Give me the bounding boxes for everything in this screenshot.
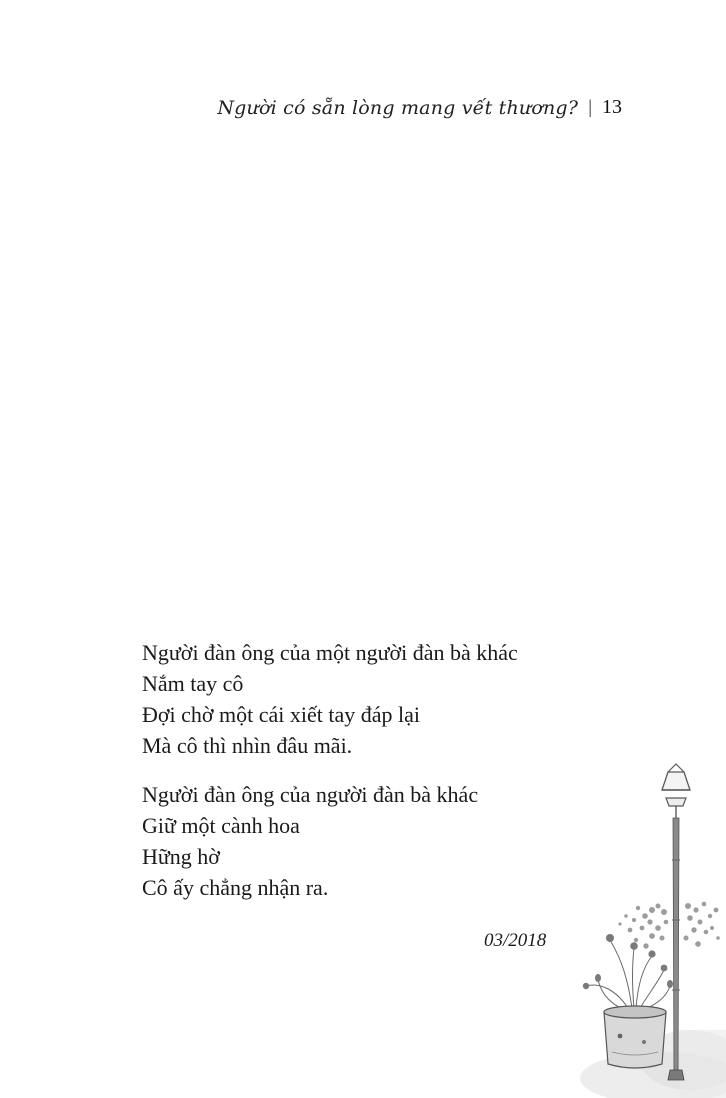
running-header-title: Người có sẵn lòng mang vết thương?: [217, 96, 579, 119]
poem-line: Đợi chờ một cái xiết tay đáp lại: [142, 702, 421, 727]
poem-stanza-1: [142, 637, 582, 761]
flower-cluster: [618, 902, 719, 949]
flower-pot: [604, 1006, 666, 1068]
running-header-separator: |: [588, 96, 592, 118]
poem-line: Mà cô thì nhìn đâu mãi.: [142, 733, 353, 758]
poem-line: Nắm tay cô: [142, 671, 244, 696]
poem-date: 03/2018: [484, 930, 547, 951]
poem: [142, 637, 582, 903]
plant-flowers: [583, 934, 673, 989]
poem-line: Hững hờ: [142, 844, 220, 869]
poem-line: Cô ấy chẳng nhận ra.: [142, 875, 329, 900]
poem-line: Người đàn ông của người đàn bà khác: [142, 782, 479, 807]
page-number: 13: [602, 96, 622, 118]
running-header: [217, 96, 622, 119]
poem-stanza-2: [142, 779, 582, 903]
poem-line: Giữ một cành hoa: [142, 813, 300, 838]
poem-line: Người đàn ông của một người đàn bà khác: [142, 640, 518, 665]
lamppost-flowerpot-illustration: [540, 760, 726, 1098]
